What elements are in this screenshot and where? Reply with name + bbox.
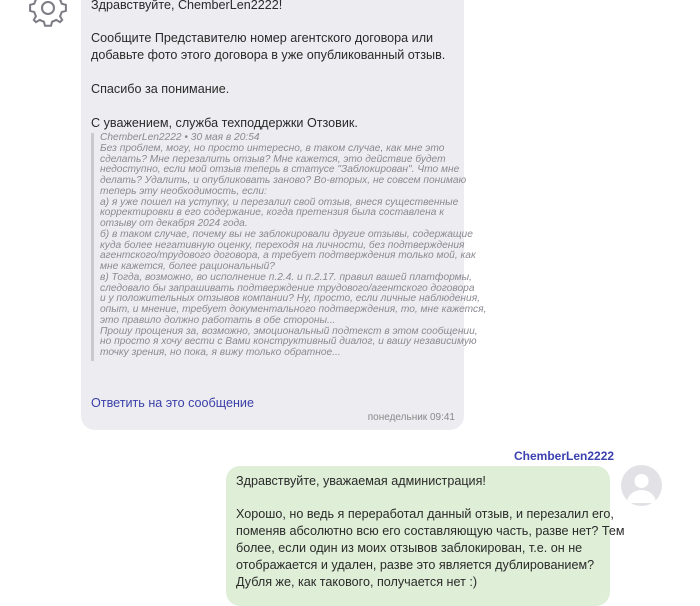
incoming-thanks: Спасибо за понимание. [91, 82, 230, 96]
quote-line: делать? Удалить, и опубликовать заново? Во-вторых, не совсем понимаю [100, 175, 467, 186]
quote-line: агентского/трудового договора, а требует подтверждения только мой, как [100, 250, 476, 262]
reply-to-message-link[interactable]: Ответить на это сообщение [91, 396, 254, 410]
quote-line: а) я уже пошел на уступку, и перезалил свой отзыв, внеся существенные [100, 196, 459, 208]
incoming-timestamp: понедельник 09:41 [367, 412, 455, 423]
incoming-greeting: Здравствуйте, ChemberLen2222! [91, 0, 283, 12]
quote-line: это правило должно работать в обе стороны... [100, 314, 336, 326]
quote-date: 30 мая в 20:54 [190, 132, 260, 143]
quote-author: ChemberLen2222 [100, 132, 182, 143]
quote-line: теперь эту необходимость, если: [100, 185, 267, 197]
outgoing-author-name[interactable]: ChemberLen2222 [514, 449, 615, 463]
incoming-body-line-1: Сообщите Представителю номер агентского договора или [91, 31, 434, 45]
quote-line: в) Тогда, возможно, во исполнение п.2.4. и п.2.17. правил вашей платформы, [100, 271, 472, 283]
quote-line: следовало бы запрашивать подтверждение трудового/агентского договора [100, 282, 475, 294]
quote-line: корректировки в его содержание, когда претензия была составлена к [100, 207, 445, 219]
quote-line: но просто я хочу вести с Вами конструктивный диалог, и вашу независимую [100, 336, 477, 348]
quote-line: сделать? Мне перезалить отзыв? Мне кажется, это действие будет [100, 153, 446, 165]
incoming-signature: С уважением, служба техподдержки Отзовик. [91, 116, 358, 130]
incoming-body-line-2: добавьте фото этого договора в уже опубликованный отзыв. [91, 48, 446, 62]
quote-line: отзыву от декабря 2024 года. [100, 218, 248, 229]
outgoing-line: Дубля же, как такового, получается нет :) [236, 575, 478, 589]
incoming-message-bubble [81, 0, 487, 430]
support-gear-icon [26, 0, 70, 30]
outgoing-line: более, если один из моих отзывов заблокирован, т.е. он не [236, 541, 583, 555]
outgoing-line: поменяв абсолютно всю его составляющую часть, разве нет? Тем [236, 524, 625, 538]
quote-line: Прошу прощения за, возможно, эмоциональный подтекст в этом сообщении, [100, 325, 478, 337]
quoted-message [91, 132, 487, 361]
user-avatar-icon[interactable] [621, 465, 662, 506]
quote-line: недоступно, если мой отзыв теперь в статусе "Заблокирован". Что мне [100, 164, 460, 176]
outgoing-line: отображается и удален, разве это является дублированием? [236, 558, 595, 572]
quote-line: точку зрения, но пока, я вижу только обратное... [100, 347, 341, 358]
quote-header: ChemberLen2222 • 30 мая в 20:54 [100, 132, 260, 143]
quote-line: Без проблем, могу, но просто интересно, в таком случае, как мне это [100, 142, 445, 154]
quote-line: мне кажется, более рациональный? [100, 261, 275, 272]
quote-line: и у положительных отзывов компании? Ну, просто, если личные наблюдения, [100, 293, 480, 305]
quote-line: б) в таком случае, почему вы не заблокировали другие отзывы, содержащие [100, 228, 473, 240]
outgoing-line: Хорошо, но ведь я переработал данный отзыв, и перезалил его, [236, 507, 614, 521]
quote-line: опыт, и мнение, требует документального подтверждения, то, мне кажется, [100, 304, 487, 315]
outgoing-message-bubble [226, 466, 625, 606]
quote-line: куда более негативную оценку, переходя на личности, без подтверждения [100, 239, 465, 251]
outgoing-greeting: Здравствуйте, уважаемая администрация! [236, 474, 486, 488]
